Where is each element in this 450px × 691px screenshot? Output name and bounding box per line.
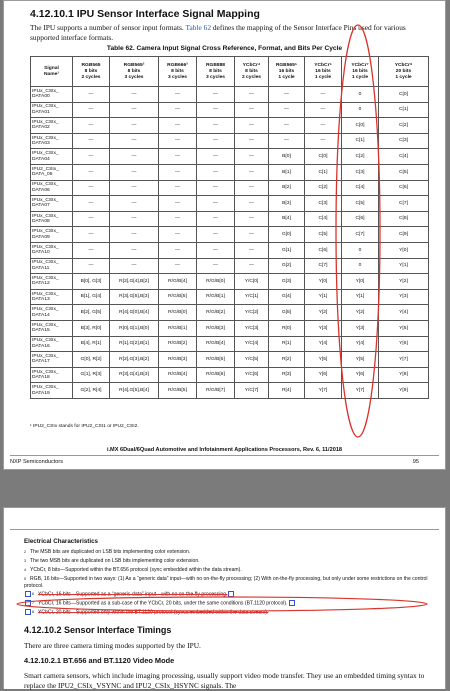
table-cell: R[2] [269,352,305,368]
table-cell: — [110,87,159,103]
table-cell: — [159,211,197,227]
table-row [31,118,429,134]
table-cell: C[6] [305,242,342,258]
document-title: i.MX 6Dual/6Quad Automotive and Infotainment Applications Processors, Rev. 6, 11/2018 [106,447,343,453]
annotation-checkbox[interactable] [289,600,295,606]
table-cell: — [197,196,235,212]
signal-name-cell: IPUx_CSIx_ DATA04 [31,149,73,165]
table-cell: R[2],G[3],B[2] [110,352,159,368]
table-cell: — [269,87,305,103]
table-cell: Y[2] [379,274,429,290]
table-cell: — [197,211,235,227]
table-cell: B[4], R[1] [73,336,110,352]
table-cell: R[1] [269,336,305,352]
running-section-title: Electrical Characteristics [24,538,98,545]
table-cell: Y[3] [305,320,342,336]
table-row [31,227,429,243]
table-cell: — [110,102,159,118]
table-cell: G[3] [269,274,305,290]
table-cell: C[8] [379,211,429,227]
signal-name-cell: IPUx_CSIx_ DATA02 [31,118,73,134]
table-cell: — [197,180,235,196]
table-row [31,367,429,383]
table-cell: B[1] [269,164,305,180]
signal-name-header: Signal Name¹ [31,57,73,87]
table-cell: — [73,149,110,165]
table-cell: — [305,118,342,134]
table-cell: Y[6] [305,367,342,383]
footnote-5: $^5$ RGB, 16 bits—Supported in two ways: (1) As a “generic data” input—with no on-the-fly processing; (2) With on-the-fly processing, but only under some restrictions on the control protocol. [24,576,428,589]
table-cell: Y[4] [379,305,429,321]
table-cell: R/G/B[4] [159,367,197,383]
subsection-text: There are three camera timing modes supported by the IPU. [24,641,201,650]
format-column-header: RGB565² 8 bits 3 cycles [110,57,159,87]
table-cell: — [197,87,235,103]
table-cell: — [235,87,269,103]
table-cell: C[0] [342,118,379,134]
table-cell: — [110,118,159,134]
footnote-3: $^3$ The two MSB bits are duplicated on LSB bits implementing color extension. [24,558,200,564]
format-column-header: YCbCr⁷ 16 bits 1 cycle [342,57,379,87]
table-cell: Y[4] [305,336,342,352]
table-cell: C[6] [342,211,379,227]
table-cell: — [73,211,110,227]
table-row [31,274,429,290]
table-cell: C[7] [342,227,379,243]
table-cell: C[4] [342,180,379,196]
signal-name-cell: IPUx_CSIx_ DATA16 [31,336,73,352]
annotation-checkbox[interactable] [228,591,234,597]
table-cell: — [159,164,197,180]
table-row [31,336,429,352]
table-cell: 0 [342,258,379,274]
signal-name-cell: IPUx_CSIx_ DATA12 [31,274,73,290]
table-cell: R/G/B[7] [197,383,235,399]
table-cell: 0 [342,102,379,118]
table-cell: — [235,149,269,165]
table-cell: — [197,149,235,165]
table-cell: R/G/B[5] [197,352,235,368]
table-cell: — [197,133,235,149]
table-cell: R[3],G[4],B[3] [110,367,159,383]
table-cell: — [110,133,159,149]
footer-company: NXP Semiconductors [10,459,64,465]
footnote-4: $^4$ YCbCr, 8 bits—Supported within the BT.656 protocol (sync embedded within the data stream). [24,567,242,573]
table-cell: — [159,102,197,118]
table-cell: C[4] [379,149,429,165]
table-cell: — [73,102,110,118]
table-cell: R[4],G[0],B[4] [110,305,159,321]
table-cell: R[0],G[1],B[0] [110,320,159,336]
table-cell: R/G/B[2] [159,336,197,352]
table-cell: Y[6] [379,336,429,352]
table-cell: Y[6] [342,367,379,383]
table-cell: R/G/B[4] [197,336,235,352]
table-cell: C[2] [379,118,429,134]
format-column-header: YCbCr⁴ 8 bits 2 cycles [235,57,269,87]
table-cell: C[9] [379,227,429,243]
annotation-checkbox[interactable] [25,609,31,615]
table-cell: — [73,133,110,149]
footnote-7: $^7$ YCbCr, 16 bits—Supported as a sub-case of the YCbCr, 20 bits, under the same conditions (BT.1120 protocol). [24,600,429,607]
table-row [31,320,429,336]
page-number: 95 [412,459,419,465]
table-cell: — [269,102,305,118]
format-column-header: YCbCr⁶ 16 bits 1 cycle [305,57,342,87]
table-cell: C[6] [379,180,429,196]
table-cell: — [110,211,159,227]
table-cell: R[3] [269,367,305,383]
footnote-2: $^2$ The MSB bits are duplicated on LSB bits implementing color extension. [24,549,191,555]
table-cell: — [269,133,305,149]
table-cell: C[1] [305,164,342,180]
table-cell: G[1], R[3] [73,367,110,383]
table-cell: C[3] [342,164,379,180]
table-cell: Y[2] [342,305,379,321]
table-cell: — [73,164,110,180]
table-cell: Y[1] [305,289,342,305]
signal-name-cell: IPUx_CSIx_ DATA06 [31,180,73,196]
table-cell: — [197,102,235,118]
signal-name-cell: IPUx_CSIx_ DATA03 [31,133,73,149]
table-cell: Y[2] [305,305,342,321]
table-cell: — [235,180,269,196]
table-cell: Y[7] [305,383,342,399]
table-cell: C[0] [379,87,429,103]
table-row [31,242,429,258]
table-cell: R/G/B[5] [159,383,197,399]
table-cell: — [305,133,342,149]
table-cell: C[7] [379,196,429,212]
table-cell: — [235,227,269,243]
table-cell: — [197,164,235,180]
table-cell: Y[5] [305,352,342,368]
table-row [31,211,429,227]
table-row [31,87,429,103]
table-62-link[interactable]: Table 62 [185,23,212,32]
table-cell: R[3],G[5],B[3] [110,289,159,305]
table-row [31,305,429,321]
table-row [31,289,429,305]
table-cell: — [235,242,269,258]
table-cell: — [159,133,197,149]
table-cell: 0 [342,242,379,258]
table-cell: R[1],G[2],B[1] [110,336,159,352]
signal-mapping-table [30,56,429,399]
table-cell: Y[1] [379,258,429,274]
table-cell: Y[0] [342,274,379,290]
table-cell: G[0], R[2] [73,352,110,368]
document-page-95 [3,0,446,470]
table-cell: — [110,149,159,165]
table-cell: G[2], R[4] [73,383,110,399]
table-row [31,149,429,165]
table-cell: Y/C[0] [235,274,269,290]
table-cell: — [159,258,197,274]
table-cell: C[5] [379,164,429,180]
table-cell: — [197,118,235,134]
table-cell: R[0] [269,320,305,336]
table-cell: Y[1] [342,289,379,305]
table-cell: — [73,87,110,103]
table-cell: C[7] [305,258,342,274]
signal-name-cell: IPUx_CSIx_ DATA07 [31,196,73,212]
table-cell: — [305,102,342,118]
format-column-header: RGB888 8 bits 3 cycles [197,57,235,87]
table-cell: — [110,242,159,258]
intro-text-end: defines the mapping of the Sensor Interface Pins used for various supported interface formats. [30,23,406,42]
table-cell: — [73,227,110,243]
document-page-96 [3,507,446,689]
footnote-6: $^6$ YCbCr, 16 bits—Supported as a “generic-data” input—with no on-the-fly processing. [24,591,429,598]
table-cell: — [269,118,305,134]
annotation-checkbox[interactable] [25,591,31,597]
table-cell: — [197,227,235,243]
table-cell: — [110,258,159,274]
signal-name-cell: IPUx_CSIx_ DATA19 [31,383,73,399]
table-cell: — [235,196,269,212]
table-cell: — [110,227,159,243]
format-column-header: RGB565 8 bits 2 cycles [73,57,110,87]
table-cell: — [73,180,110,196]
table-cell: B[2] [269,180,305,196]
intro-paragraph [30,23,430,43]
table-header-row [31,57,429,87]
table-cell: — [235,133,269,149]
signal-name-cell: IPUx_CSIx_ DATA18 [31,367,73,383]
table-cell: — [159,87,197,103]
table-cell: 0 [342,87,379,103]
table-cell: Y[7] [379,352,429,368]
table-cell: — [159,180,197,196]
table-row [31,180,429,196]
table-cell: B[0], G[3] [73,274,110,290]
signal-name-cell: IPUx_CSIx_ DATA15 [31,320,73,336]
signal-name-cell: IPUx_CSIx_ DATA17 [31,352,73,368]
format-column-header: RGB565⁵ 16 bits 1 cycle [269,57,305,87]
table-cell: — [73,242,110,258]
table-cell: R/G/B[1] [197,289,235,305]
table-cell: — [159,196,197,212]
signal-name-cell: IPUx_CSIx_ DATA11 [31,258,73,274]
table-cell: — [73,258,110,274]
table-cell: R[4],G[5],B[4] [110,383,159,399]
signal-name-cell: IPUx_CSIx_ DATA13 [31,289,73,305]
table-cell: B[0] [269,149,305,165]
table-cell: C[3] [305,196,342,212]
table-cell: Y/C[3] [235,320,269,336]
table-caption: Table 62. Camera Input Signal Cross Reference, Format, and Bits Per Cycle [106,45,343,52]
table-cell: Y[7] [342,383,379,399]
table-cell: C[1] [342,133,379,149]
intro-text-start: The IPU supports a number of sensor input formats. [30,23,186,32]
table-cell: Y[0] [305,274,342,290]
table-cell: Y[3] [379,289,429,305]
table-cell: B[3] [269,196,305,212]
table-cell: — [110,180,159,196]
table-row [31,102,429,118]
table-cell: R[2],G[4],B[2] [110,274,159,290]
table-cell: — [159,227,197,243]
table-cell: G[4] [269,289,305,305]
table-row [31,133,429,149]
signal-name-cell: IPU2_CSIx_ DATA_05 [31,164,73,180]
table-cell: Y/C[6] [235,367,269,383]
table-cell: — [197,242,235,258]
table-cell: — [235,164,269,180]
annotation-checkbox[interactable] [25,600,31,606]
table-cell: C[1] [379,102,429,118]
table-cell: R[4] [269,383,305,399]
table-cell: — [110,196,159,212]
table-cell: C[3] [379,133,429,149]
table-cell: G[5] [269,305,305,321]
table-cell: Y/C[2] [235,305,269,321]
subsection-heading: 4.12.10.2 Sensor Interface Timings [24,625,172,635]
signal-name-cell: IPUx_CSIx_ DATA08 [31,211,73,227]
table-cell: B[2], G[5] [73,305,110,321]
table-cell: — [235,258,269,274]
table-cell: B[4] [269,211,305,227]
table-row [31,196,429,212]
table-cell: R/G/B[0] [159,305,197,321]
body-paragraph: Smart camera sensors, which include imaging processing, usually support video mode transfer. They use an embedded timing syntax to replace the IPU2_CSIx_VSYNC and IPU2_CSIx_HSYNC signals. The [24,671,425,690]
table-cell: — [159,149,197,165]
footnote-8: $^8$ YCbCr, 20 bits—Supported only within the BT.1120 protocol (syncs embedded within the data stream). [24,609,429,616]
table-cell: R/G/B[3] [159,352,197,368]
section-heading: 4.12.10.1 IPU Sensor Interface Signal Mapping [30,8,260,20]
table-cell: R/G/B[6] [197,367,235,383]
table-cell: G[0] [269,227,305,243]
signal-name-cell: IPUx_CSIx_ DATA00 [31,87,73,103]
table-cell: G[2] [269,258,305,274]
table-cell: — [305,87,342,103]
table-cell: — [197,258,235,274]
table-cell: B[3], R[0] [73,320,110,336]
signal-name-cell: IPUx_CSIx_ DATA10 [31,242,73,258]
table-cell: Y/C[1] [235,289,269,305]
table-cell: R/G/B[3] [197,320,235,336]
subsubsection-heading: 4.12.10.2.1 BT.656 and BT.1120 Video Mode [24,656,175,665]
table-cell: C[2] [342,149,379,165]
table-cell: R/G/B[1] [159,320,197,336]
table-cell: Y[8] [379,367,429,383]
table-cell: Y[0] [379,242,429,258]
table-cell: — [235,211,269,227]
table-cell: Y/C[7] [235,383,269,399]
table-cell: — [235,102,269,118]
table-cell: — [110,164,159,180]
table-cell: C[4] [305,211,342,227]
table-row [31,352,429,368]
table-cell: C[0] [305,149,342,165]
table-cell: C[5] [342,196,379,212]
table-cell: — [159,242,197,258]
table-row [31,258,429,274]
table-row [31,383,429,399]
table-cell: Y/C[4] [235,336,269,352]
table-cell: Y[3] [342,320,379,336]
format-column-header: RGB666³ 8 bits 3 cycles [159,57,197,87]
table-cell: Y[9] [379,383,429,399]
table-cell: Y/C[5] [235,352,269,368]
table-cell: C[2] [305,180,342,196]
format-column-header: YCbCr⁸ 20 bits 1 cycle [379,57,429,87]
signal-name-cell: IPUx_CSIx_ DATA01 [31,102,73,118]
table-cell: B[1], G[4] [73,289,110,305]
table-row [31,164,429,180]
table-cell: R/G/B[4] [159,274,197,290]
table-cell: Y[5] [342,352,379,368]
table-cell: — [235,118,269,134]
signal-name-cell: IPUx_CSIx_ DATA14 [31,305,73,321]
table-footnote: ¹ IPU2_CSIx stands for IPU2_CSI1 or IPU2_CSI2. [30,424,139,429]
table-cell: — [73,196,110,212]
table-cell: G[1] [269,242,305,258]
signal-name-cell: IPUx_CSIx_ DATA09 [31,227,73,243]
table-cell: C[5] [305,227,342,243]
table-cell: Y[4] [342,336,379,352]
table-cell: R/G/B[5] [159,289,197,305]
footer-divider [10,455,439,456]
table-cell: — [159,118,197,134]
table-cell: R/G/B[0] [197,274,235,290]
table-cell: Y[5] [379,320,429,336]
table-cell: R/G/B[2] [197,305,235,321]
header-divider [10,529,439,530]
table-cell: — [73,118,110,134]
